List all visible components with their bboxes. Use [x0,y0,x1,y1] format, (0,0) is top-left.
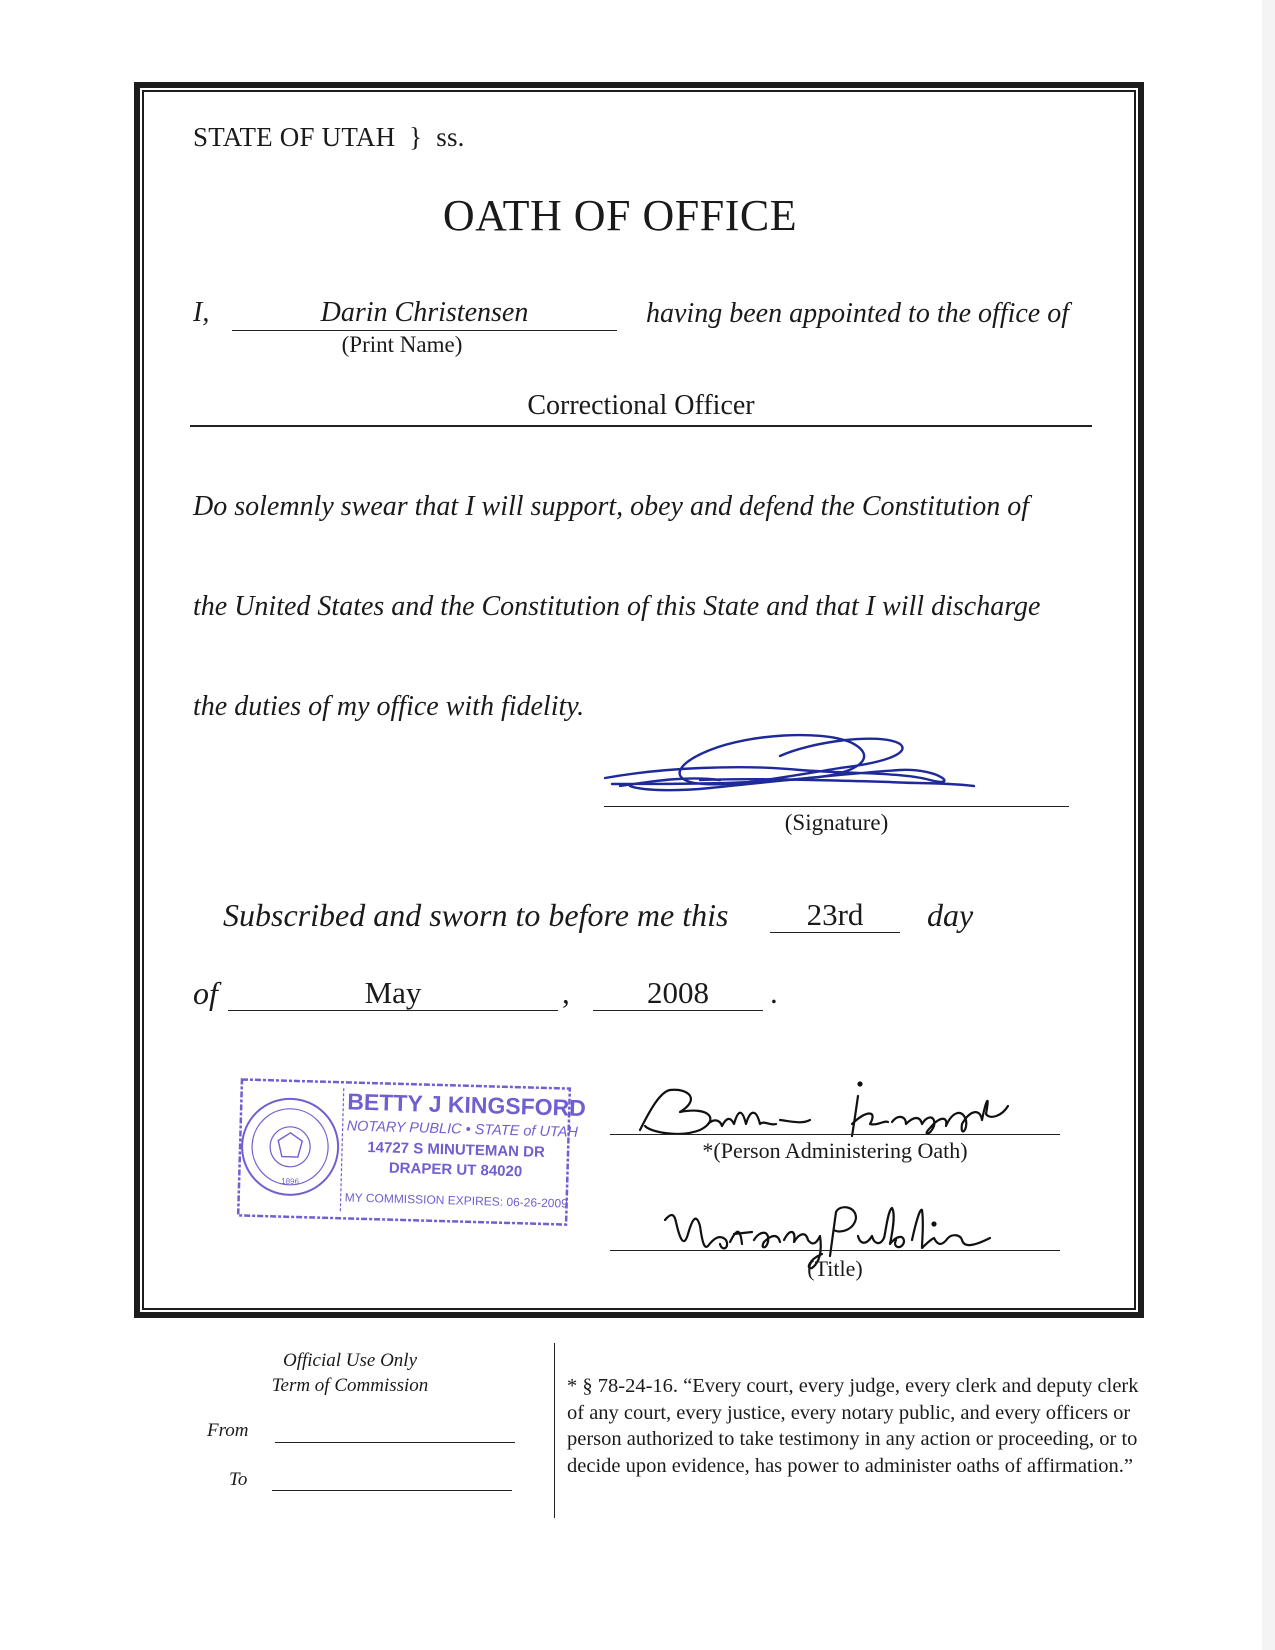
signature-caption: (Signature) [784,810,889,835]
date-period: . [770,975,778,1010]
from-field [275,1442,515,1443]
date-comma: , [562,975,570,1010]
state-venue: STATE OF UTAH } ss. [193,122,465,152]
document-title: OATH OF OFFICE [442,191,798,240]
notary-name: BETTY J KINGSFORD [347,1088,587,1122]
seal-year: 1896 [281,1176,300,1187]
to-label: To [229,1469,248,1490]
title-caption: (Title) [807,1256,863,1281]
year-underline [593,1010,763,1011]
notary-expiry: MY COMMISSION EXPIRES: 06-26-2009 [344,1190,569,1211]
official-use-heading [200,1348,500,1398]
statute-footnote: * § 78-24-16. “Every court, every judge, every clerk and deputy clerk of any court, every justice, every notary public, and every officers or person authorized to take testimony in any action or proceeding, or to decide upon evidence, has power to administer oaths of affirmation.” [567,1375,1139,1477]
officer-name-field: Darin Christensen [320,297,529,328]
of-word: of [193,975,218,1011]
signature-line [604,806,1069,807]
month-field: May [364,975,422,1010]
official-use-line-2: Term of Commission [271,1375,429,1396]
day-field: 23rd [806,897,864,932]
month-underline [228,1010,558,1011]
name-underline [232,330,617,331]
notary-street: 14727 S MINUTEMAN DR [367,1138,546,1161]
notary-state: NOTARY PUBLIC • STATE of UTAH [346,1118,579,1141]
footer-divider [554,1343,555,1518]
subscribed-text: Subscribed and sworn to before me this [223,897,729,933]
office-title-field: Correctional Officer [527,390,755,421]
day-underline [770,932,900,933]
office-underline [190,425,1092,427]
oath-text-line-2: the United States and the Constitution of this State and that I will discharge [193,591,1041,622]
notary-stamp [236,1077,587,1226]
notary-city: DRAPER UT 84020 [388,1159,523,1181]
title-line [610,1250,1060,1251]
oath-text-line-1: Do solemnly swear that I will support, obey and defend the Constitution of [193,491,1030,522]
oath-text-line-3: the duties of my office with fidelity. [193,691,585,722]
administrator-caption: *(Person Administering Oath) [702,1138,968,1163]
administrator-line [610,1134,1060,1135]
from-label: From [207,1420,249,1441]
official-use-line-1: Official Use Only [282,1350,418,1371]
officer-signature [600,728,1000,798]
day-word: day [927,897,974,933]
to-field [272,1490,512,1491]
appointed-text: having been appointed to the office of [646,298,1070,329]
oath-pronoun: I, [193,297,210,328]
year-field: 2008 [647,975,709,1010]
print-name-caption: (Print Name) [341,332,463,357]
